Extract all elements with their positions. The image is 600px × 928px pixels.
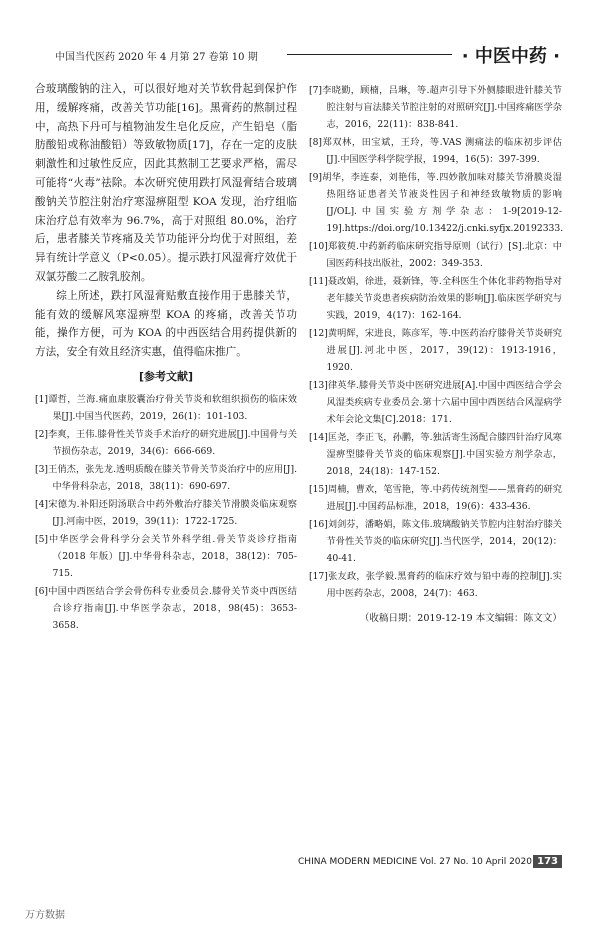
references-title: [参考文献] [138, 369, 194, 383]
reference-item: [3]王俏杰，张先龙.透明质酸在膝关节骨关节炎治疗中的应用[J].中华骨科杂志，2018，38(11)：690-697. [35, 463, 297, 492]
right-column [309, 82, 562, 629]
journal-info: 中国当代医药 2020 年 4 月第 27 卷第 10 期 [55, 52, 258, 63]
watermark: 万方数据 [25, 910, 65, 921]
reference-item: [6]中国中西医结合学会骨伤科专业委员会.膝骨关节炎中西医结合诊疗指南[J].中华医学杂志，2018，98(45)：3653-3658. [35, 585, 297, 631]
reference-item: [14]匡尧，李正飞，孙鹏，等.独活寄生汤配合膝四针治疗风寒湿痹型膝骨关节炎的临床观察[J].中国实验方剂学杂志，2018，24(18)：147-152. [309, 432, 562, 477]
reference-item: [16]刘剑芬，潘略娟，陈文伟.玻璃酸钠关节腔内注射治疗膝关节骨性关节炎的临床研究[J].当代医学，2014，20(12)：40-41. [309, 519, 562, 564]
body-paragraph: 合玻璃酸钠的注入，可以很好地对关节软骨起到保护作用，缓解疼痛，改善关节功能[16]。黑膏药的熬制过程中，高热下丹可与植物油发生皂化反应，产生铅皂（脂肪酸铅或称油酸铅）等致敏物质[17]，存在一定的皮肤刺激性和过敏性反应，因此其熬制工艺要求严格，需尽可能将“火毒”祛除。本次研究使用跌打风湿膏结合玻璃酸钠关节腔注射治疗寒湿痹阻型 KOA 发现，治疗组临床治疗总有效率为 96.7%，高于对照组 80.0%，治疗后，患者膝关节疼痛及关节功能评分均优于对照组，差异有统计学意义（P<0.05）。提示跌打风湿膏疗效优于双氯芬酸二乙胺乳胶剂。 [35, 83, 297, 283]
reference-item: [2]李爽，王伟.膝骨性关节炎手术治疗的研究进展[J].中国骨与关节损伤杂志，2019，34(6)：666-669. [35, 428, 297, 457]
journal-english-title: CHINA MODERN MEDICINE Vol. 27 No. 10 April 2020 [298, 857, 532, 867]
references-list-left [35, 391, 297, 634]
reference-item: [15]周楠，曹欢，笔雪艳，等.中药传统剂型——黑膏药的研究进展[J].中国药品标准，2018，19(6)：433-436. [309, 484, 562, 512]
page-footer [298, 855, 562, 871]
received-date: （收稿日期：2019-12-19 本文编辑：陈文文） [359, 613, 562, 624]
reference-item: [4]宋德为.补阳还阴汤联合中药外敷治疗膝关节滑膜炎临床观察[J].河南中医，2019，39(11)：1722-1725. [35, 498, 297, 527]
references-list-right [309, 82, 562, 602]
body-paragraph: 综上所述，跌打风湿膏贴敷直接作用于患膝关节，能有效的缓解风寒湿痹型 KOA 的疼痛，改善关节功能，操作方便，可为 KOA 的中西医结合用药提供新的方法，安全有效且经济实惠，值得临床推广。 [35, 289, 297, 359]
page-header [55, 42, 560, 68]
reference-item: [17]张友政，张学毅.黑膏药的临床疗效与铅中毒的控制[J].实用中医药杂志，2008，24(7)：463. [309, 571, 562, 599]
reference-item: [12]黄明辉，宋进良，陈彦军，等.中医药治疗膝骨关节炎研究进展[J].河北中医，2017，39(12)：1913-1916，1920. [309, 328, 562, 373]
left-column [35, 80, 297, 635]
reference-item: [1]谭哲，兰海.痛血康胶囊治疗骨关节炎和软组织损伤的临床效果[J].中国当代医药，2019，26(1)：101-103. [35, 393, 297, 422]
reference-item: [13]律英华.膝骨关节炎中医研究进展[A].中国中西医结合学会风湿类疾病专业委员会.第十六届中国中西医结合风湿病学术年会论文集[C].2018：171. [309, 380, 562, 425]
reference-item: [7]李晓勤，顾楠，吕琳，等.超声引导下外侧膝眼进针膝关节腔注射与盲法膝关节腔注射的对照研究[J].中国疼痛医学杂志，2016，22(11)：838-841. [309, 85, 562, 130]
page-number: 173 [533, 855, 562, 868]
reference-item: [11]聂改娟，徐进，聂新锋，等.全科医生个体化非药物指导对老年膝关节炎患者疾病防治效果的影响[J].临床医学研究与实践，2019，4(17)：162-164. [309, 276, 562, 321]
header-rule [287, 54, 452, 55]
reference-item: [10]郑筱萸.中药新药临床研究指导原则（试行）[S].北京：中国医药科技出版社，2002：349-353. [309, 241, 562, 269]
reference-item: [5]中华医学会骨科学分会关节外科学组.骨关节炎诊疗指南（2018 年版）[J].中华骨科杂志，2018，38(12)：705-715. [35, 533, 297, 579]
reference-item: [9]胡华，李连泰，刘艳伟，等.四妙散加味对膝关节滑膜炎湿热阻络证患者关节液炎性因子和神经致敏物质的影响[J/OL].中国实验方剂学杂志：1-9[2019-12-19].https://doi.org/10.13422/j.cnki.syfjx.20192333. [309, 172, 564, 234]
reference-item: [8]郑双林，田宝斌，王玲，等.VAS 测痛法的临床初步评估[J].中国医学科学院学报，1994，16(5)：397-399. [309, 137, 562, 165]
section-title: · 中医中药 · [461, 46, 560, 67]
